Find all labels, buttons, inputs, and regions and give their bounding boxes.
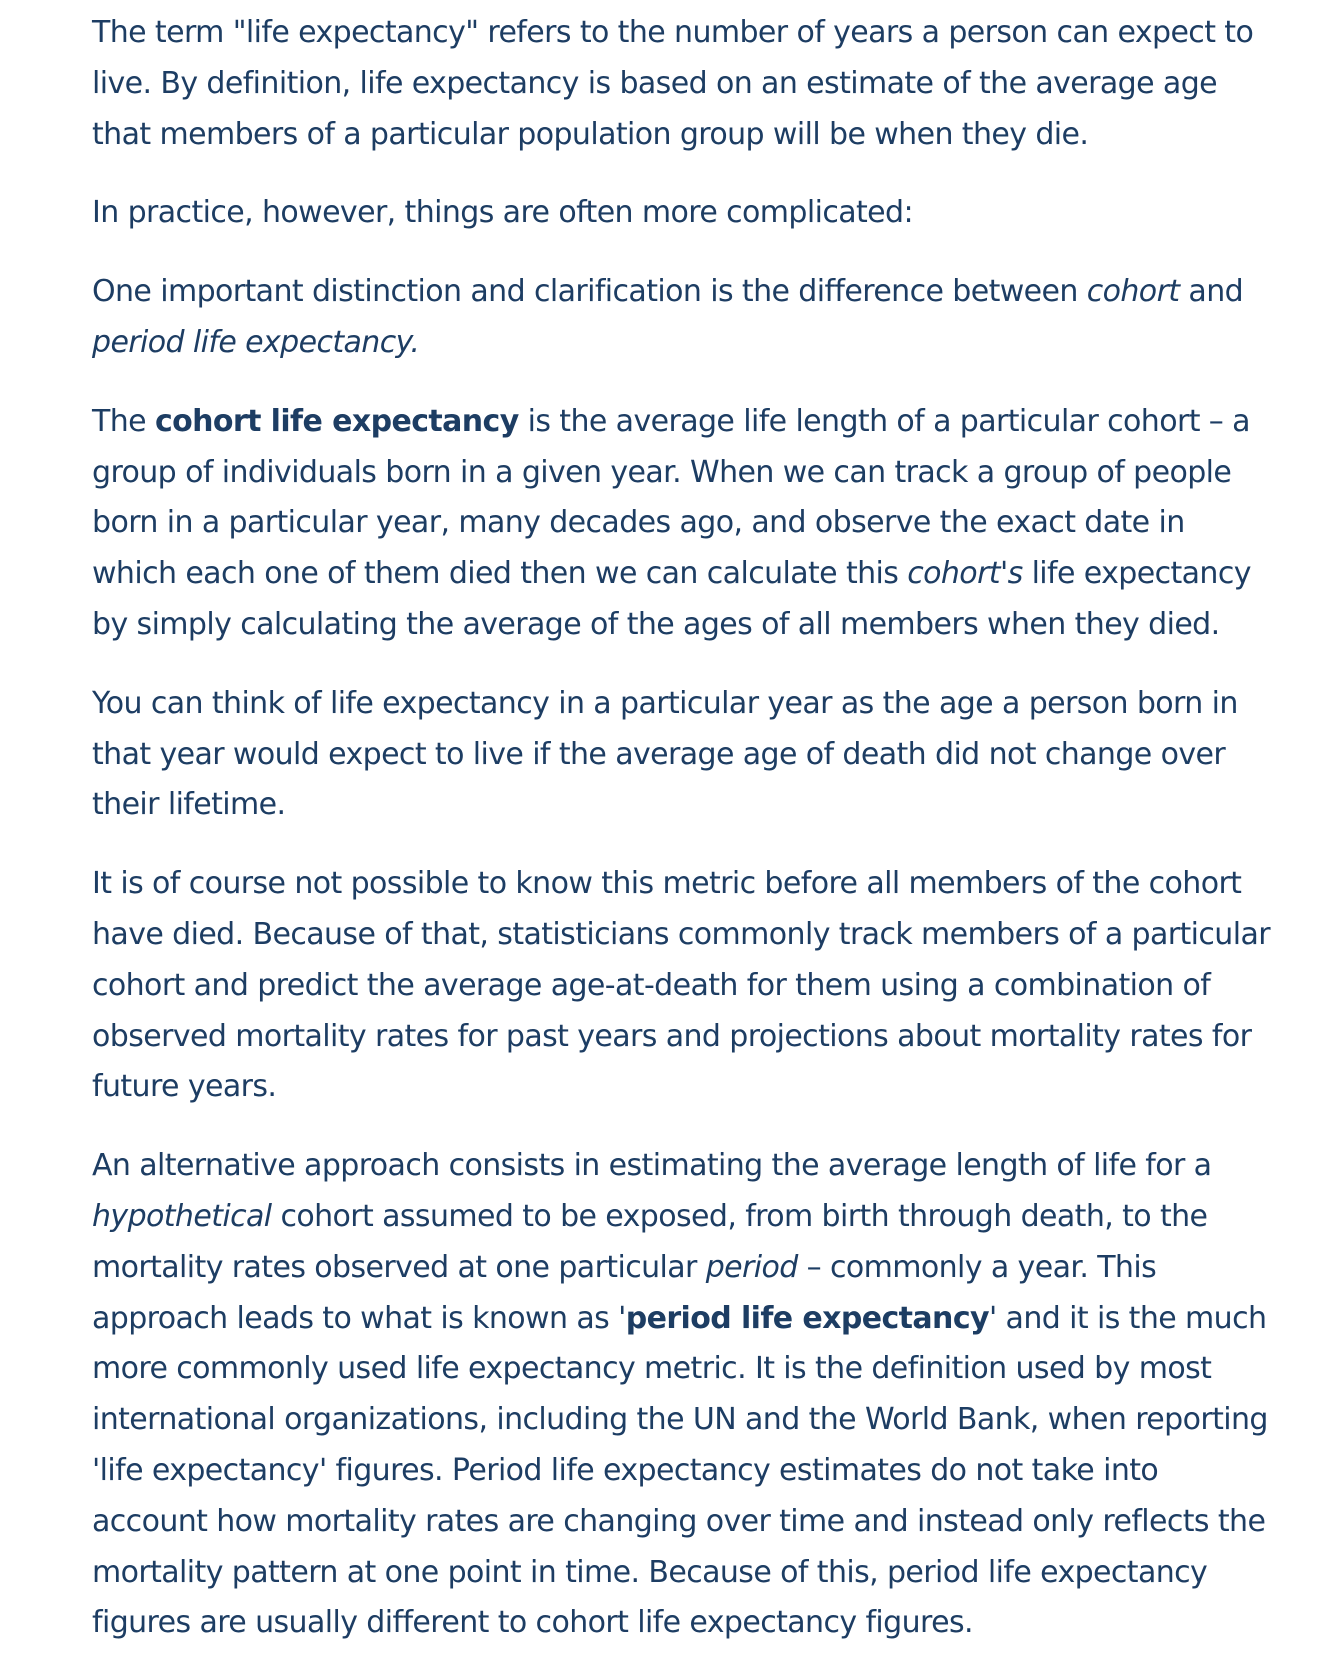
text-span: life expectancy by simply calculating the average of the ages of all members when they died. bbox=[92, 556, 1251, 642]
text-span: ' and it is the much more commonly used life expectancy metric. It is the definition used by most international organizations, including the UN and the World Bank, when reporting 'life expectancy' figures. Period life expectancy estimates do not take into account how mortality rates are changing over time and instead only reflects the mortality pattern at one point in time. Because of this, period life expectancy figures are usually different to cohort life expectancy figures. bbox=[92, 1300, 1268, 1641]
paragraph-think: You can think of life expectancy in a particular year as the age a person born in that year would expect to live if the average age of death did not change over their lifetime. bbox=[92, 685, 1238, 823]
text-span: – commonly a year. This approach leads to what is known as ' bbox=[92, 1249, 1157, 1336]
paragraph-cohort-life-expectancy bbox=[92, 397, 1272, 651]
article-body bbox=[92, 8, 1272, 1677]
text-span: An alternative approach consists in estimating the average length of life for a bbox=[92, 1148, 1212, 1184]
paragraph-not-possible: It is of course not possible to know this metric before all members of the cohort have died. Because of that, statisticians commonly track members of a particular cohort and predict the average age-at-death for them using a combination of observed mortality rates for past years and projections about mortality rates for future years. bbox=[92, 866, 1270, 1105]
text-span: The bbox=[92, 403, 155, 439]
text-span: is the average life length of a particular cohort – a group of individuals born in a given year. When we can track a group of people born in a particular year, many decades ago, and observe the exact date in which each one of them died then we can calculate this bbox=[92, 403, 1250, 592]
term-period-life-expectancy: period life expectancy bbox=[625, 1300, 989, 1336]
emphasis-hypothetical: hypothetical bbox=[92, 1198, 272, 1234]
text-span: and bbox=[1179, 274, 1244, 310]
emphasis-period: period bbox=[705, 1249, 798, 1285]
paragraph-practice: In practice, however, things are often more complicated: bbox=[92, 195, 913, 231]
text-span: One important distinction and clarification is the difference between bbox=[92, 274, 1087, 310]
emphasis-period-life-expectancy: period life expectancy. bbox=[92, 324, 420, 360]
text-span: cohort assumed to be exposed, from birth through death, to the mortality rates observed at one particular bbox=[92, 1198, 1208, 1285]
emphasis-cohorts: cohort's bbox=[907, 556, 1023, 592]
paragraph-alternative-approach bbox=[92, 1141, 1272, 1649]
term-cohort-life-expectancy: cohort life expectancy bbox=[154, 403, 519, 439]
emphasis-cohort: cohort bbox=[1086, 274, 1180, 310]
paragraph-distinction bbox=[92, 267, 1272, 369]
paragraph-definition: The term "life expectancy" refers to the number of years a person can expect to live. By definition, life expectancy is based on an estimate of the average age that members of a particular population group will be when they die. bbox=[92, 15, 1254, 152]
